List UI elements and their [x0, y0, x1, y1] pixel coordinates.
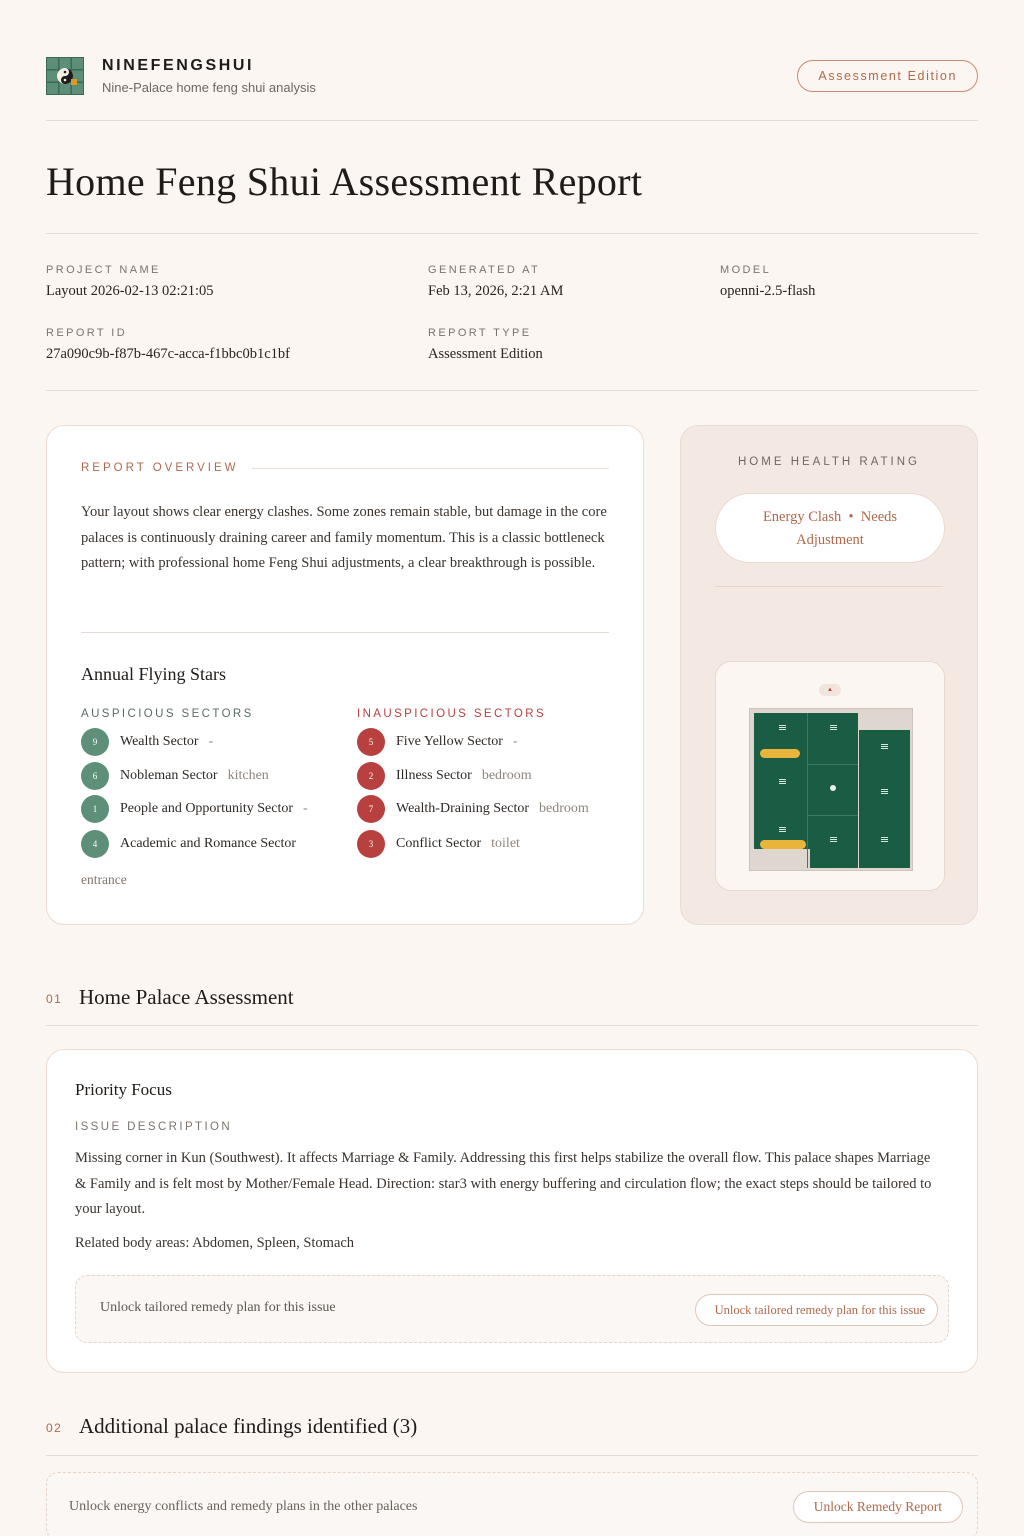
issue-description-label: ISSUE DESCRIPTION [75, 1121, 233, 1133]
floorplan-room-label [760, 840, 806, 849]
floorplan-marker-icon [779, 827, 786, 828]
priority-focus-card [46, 1049, 978, 1373]
inauspicious-heading: INAUSPICIOUS SECTORS [357, 708, 547, 720]
floorplan-center-icon [830, 785, 836, 791]
floorplan-badge-icon: ▲ [819, 684, 841, 696]
floorplan-grid-line [807, 764, 858, 765]
star-number-badge: 1 [81, 795, 109, 823]
sector-name: Illness Sector [396, 768, 472, 783]
sector-name: People and Opportunity Sector [120, 801, 294, 816]
section-divider [46, 1025, 978, 1026]
overview-title: REPORT OVERVIEW [81, 462, 239, 474]
flying-stars-title: Annual Flying Stars [81, 664, 227, 684]
star-number-badge: 6 [81, 762, 109, 790]
auspicious-sector-row [81, 795, 308, 823]
floorplan-right-area [859, 730, 910, 868]
star-number-badge: 2 [357, 762, 385, 790]
floorplan-image [749, 708, 913, 871]
sector-name: Nobleman Sector [120, 768, 218, 783]
star-number-badge: 5 [357, 728, 385, 756]
inauspicious-sector-row [357, 728, 518, 756]
project-name-label: PROJECT NAME [46, 264, 161, 276]
report-type-value: Assessment Edition [428, 346, 543, 362]
auspicious-heading: AUSPICIOUS SECTORS [81, 708, 254, 720]
model-value: openni-2.5-flash [720, 283, 816, 299]
header-divider [46, 120, 978, 121]
sector-room: bedroom [481, 768, 532, 783]
brand-name: NINEFENGSHUI [102, 57, 255, 74]
auspicious-sector-row [81, 830, 296, 858]
report-overview-card [46, 425, 644, 925]
project-name-value: Layout 2026-02-13 02:21:05 [46, 283, 214, 299]
sector-room: toilet [491, 836, 520, 851]
edition-button[interactable]: Assessment Edition [797, 60, 978, 92]
sector-room: bedroom [539, 801, 589, 816]
section-title: Home Palace Assessment [79, 985, 294, 1009]
meta-divider [46, 390, 978, 391]
priority-title: Priority Focus [75, 1080, 172, 1099]
report-id-value: 27a090c9b-f87b-467c-acca-f1bbc0b1c1bf [46, 346, 290, 362]
rating-badge [715, 493, 945, 563]
floorplan-marker-icon [881, 789, 888, 790]
star-number-badge: 3 [357, 830, 385, 858]
floorplan-marker-icon [779, 725, 786, 726]
star-number-badge: 4 [81, 830, 109, 858]
sector-room: - [208, 734, 214, 749]
floorplan-marker-icon [779, 779, 786, 780]
sector-room: kitchen [227, 768, 269, 783]
page-title: Home Feng Shui Assessment Report [46, 159, 643, 204]
sector-name: Wealth-Draining Sector [396, 801, 529, 816]
unlock-remedy-report-button[interactable]: Unlock Remedy Report [793, 1491, 963, 1523]
sector-name: Academic and Romance Sector [120, 836, 297, 851]
issue-description-text: Missing corner in Kun (Southwest). It affects Marriage & Family. Addressing this first helps stabilize the overall flow. This palace shapes Marriage & Family and is felt most by Mother/Female Head. Direction: star3 with energy buffering and circulation flow; the exact steps should be tailored to your layout. [75, 1150, 932, 1217]
floorplan-grid-line [807, 815, 858, 816]
floorplan-marker-icon [830, 837, 837, 838]
sector-room: - [512, 734, 518, 749]
sector-name: Wealth Sector [120, 734, 199, 749]
generated-label: GENERATED AT [428, 264, 541, 276]
rating-value-line2: Adjustment [796, 532, 864, 548]
auspicious-sector-row [81, 762, 269, 790]
report-id-label: REPORT ID [46, 327, 128, 339]
inauspicious-sector-row [357, 762, 532, 790]
generated-value: Feb 13, 2026, 2:21 AM [428, 283, 564, 299]
sector-name: Conflict Sector [396, 836, 482, 851]
overview-title-rule [252, 468, 609, 469]
section-number: 02 [46, 1421, 63, 1435]
floorplan-grid-line [807, 713, 808, 868]
floorplan-thumbnail[interactable] [715, 661, 945, 891]
rating-value-line1: Energy Clash • Needs [762, 509, 898, 525]
inauspicious-sector-row [357, 795, 589, 823]
title-divider [46, 233, 978, 234]
brand-tagline: Nine-Palace home feng shui analysis [102, 80, 316, 95]
bagua-logo-icon [46, 57, 84, 95]
app-header [46, 55, 978, 99]
rating-title: HOME HEALTH RATING [738, 456, 920, 468]
section-title: Additional palace findings identified (3) [79, 1414, 418, 1438]
inauspicious-sector-row [357, 830, 520, 858]
floorplan-marker-icon [830, 725, 837, 726]
floorplan-marker-icon [881, 837, 888, 838]
additional-findings-text: Unlock energy conflicts and remedy plans in the other palaces [69, 1499, 418, 1514]
rating-divider [715, 586, 943, 587]
floorplan-marker-icon [881, 744, 888, 745]
unlock-remedy-box [75, 1275, 949, 1343]
floorplan-room-label [760, 749, 800, 758]
unlock-remedy-text: Unlock tailored remedy plan for this issue [100, 1300, 336, 1315]
star-number-badge: 7 [357, 795, 385, 823]
star-number-badge: 9 [81, 728, 109, 756]
overview-divider [81, 632, 609, 633]
overview-text: Your layout shows clear energy clashes. Some zones remain stable, but damage in the core palaces is continuously draining career and family momentum. This is a classic bottleneck pattern; with professional home Feng Shui adjustments, a clear breakthrough is possible. [81, 504, 607, 571]
overflow-room-label: entrance [81, 872, 127, 887]
sector-room: - [303, 801, 308, 816]
additional-findings-box [46, 1472, 978, 1536]
home-health-rating-card [680, 425, 978, 925]
section-number: 01 [46, 992, 63, 1006]
unlock-remedy-button[interactable]: Unlock tailored remedy plan for this issue [695, 1294, 938, 1326]
model-label: MODEL [720, 264, 772, 276]
floorplan-missing-corner [754, 849, 810, 868]
related-body-areas: Related body areas: Abdomen, Spleen, Stomach [75, 1235, 355, 1251]
auspicious-sector-row [81, 728, 213, 756]
sector-name: Five Yellow Sector [396, 734, 503, 749]
section-divider [46, 1455, 978, 1456]
report-type-label: REPORT TYPE [428, 327, 532, 339]
